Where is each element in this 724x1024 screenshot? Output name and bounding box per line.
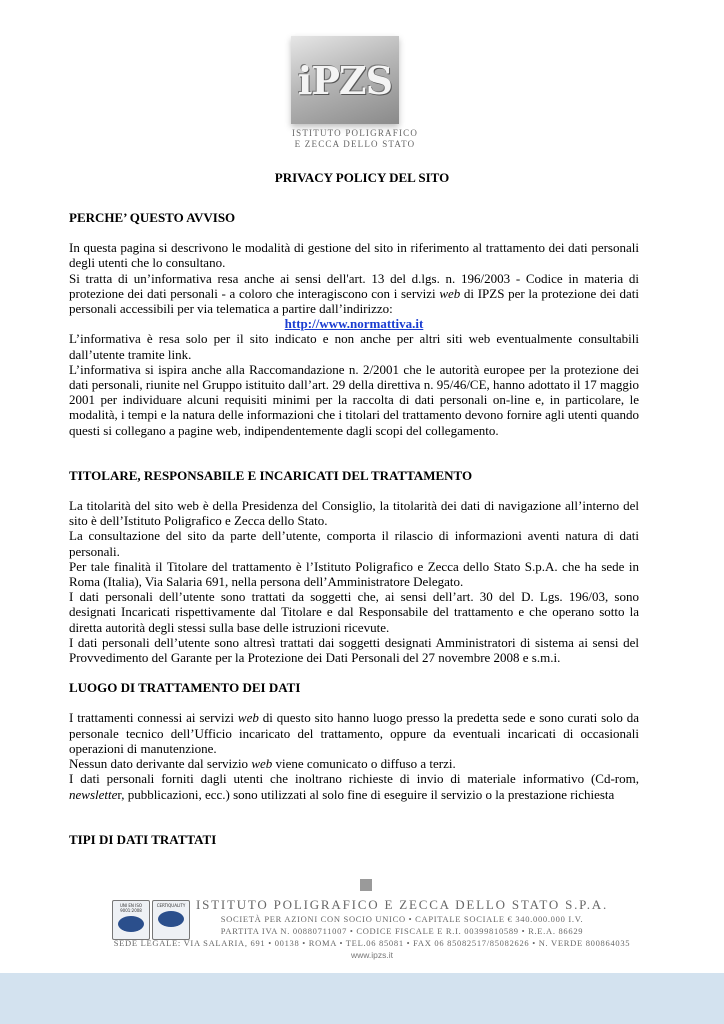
document-body <box>69 210 639 847</box>
paragraph: I dati personali dell’utente sono altresì trattati dai soggetti designati Amministratori di sistema ai sensi del Provvedimento del Garante per la Protezione dei Dati Personali del 27 novembre 2008 e s.m.i. <box>69 634 639 666</box>
iso-certification-badge: UNI EN ISO 9001:2008 <box>112 900 150 940</box>
logo-text: iPZS <box>297 58 393 103</box>
page-marker-icon <box>360 879 372 891</box>
logo-emblem <box>291 36 399 124</box>
paragraph: L’informativa si ispira anche alla Raccomandazione n. 2/2001 che le autorità europee per la protezione dei dati personali, riunite nel Gruppo istituito dall’art. 29 della direttiva n. 95/46/CE, hanno adottato il 17 maggio 2001 per individuare alcuni requisiti minimi per la raccolta di dati personali on-line e, in particolare, le modalità, i tempi e la natura delle informazioni che i titolari del trattamento devono fornire agli utenti quando questi si collegano a pagine web, indipendentemente dagli scopi del collegamento. <box>69 361 639 438</box>
company-website[interactable]: www.ipzs.it <box>350 950 394 960</box>
certiquality-badge: CERTIQUALITY <box>152 900 190 940</box>
bottom-band <box>0 973 724 1024</box>
company-details <box>112 897 632 961</box>
logo-caption-line2: E ZECCA DELLO STATO <box>294 139 416 149</box>
company-capital: SOCIETÀ PER AZIONI CON SOCIO UNICO • CAPITALE SOCIALE € 340.000.000 I.V. <box>220 914 584 924</box>
paragraph: I dati personali forniti dagli utenti che inoltrano richieste di invio di materiale informativo (Cd-rom, newsletter, pubblicazioni, ecc.) sono utilizzati al solo fine di eseguire il servizio o la prestazione richiesta <box>69 771 639 802</box>
section-heading-titolare: TITOLARE, RESPONSABILE E INCARICATI DEL TRATTAMENTO <box>69 467 473 483</box>
page-title: PRIVACY POLICY DEL SITO <box>274 170 450 185</box>
company-address: SEDE LEGALE: VIA SALARIA, 691 • 00138 • ROMA • TEL.06 85081 • FAX 06 85082517/85082626 • N. VERDE 800864035 <box>113 938 631 948</box>
logo-caption-line1: ISTITUTO POLIGRAFICO <box>291 128 419 138</box>
normattiva-link[interactable]: http://www.normattiva.it <box>284 316 424 332</box>
paragraph: I trattamenti connessi ai servizi web di questo sito hanno luogo presso la predetta sede e sono curati solo da personale tecnico dell’Ufficio incaricato del trattamento, oppure da eventuali incaricati di occasionali operazioni di manutenzione. <box>69 710 639 756</box>
section-heading-tipi: TIPI DI DATI TRATTATI <box>69 831 217 847</box>
company-name: ISTITUTO POLIGRAFICO E ZECCA DELLO STATO S.P.A. <box>195 897 609 912</box>
paragraph: In questa pagina si descrivono le modalità di gestione del sito in riferimento al trattamento dei dati personali degli utenti che lo consultano. <box>69 240 639 271</box>
ipzs-logo <box>285 36 425 156</box>
paragraph: La titolarità del sito web è della Presidenza del Consiglio, la titolarità dei dati di navigazione all’interno del sito è dell’Istituto Poligrafico e Zecca dello Stato. <box>69 498 639 529</box>
company-tax-ids: PARTITA IVA N. 00880711007 • CODICE FISCALE E R.I. 00399810589 • R.E.A. 86629 <box>220 926 584 936</box>
paragraph: La consultazione del sito da parte dell’utente, comporta il rilascio di informazioni aventi natura di dati personali. <box>69 528 639 559</box>
paragraph: Per tale finalità il Titolare del trattamento è l’Istituto Poligrafico e Zecca dello Stato S.p.A. che ha sede in Roma (Italia), Via Salaria 691, nella persona dell’Amministratore Delegato. <box>69 558 639 590</box>
section-heading-perche: PERCHE’ QUESTO AVVISO <box>69 210 236 225</box>
paragraph: L’informativa è resa solo per il sito indicato e non anche per altri siti web eventualmente consultabili dall’utente tramite link. <box>69 331 639 362</box>
logo-caption <box>285 128 425 150</box>
paragraph: I dati personali dell’utente sono trattati da soggetti che, ai sensi dell’art. 30 del D. Lgs. 196/03, sono designati Incaricati rispettivamente dal Titolare e dal Responsabile del trattamento e che operano sotto la diretta autorità degli stessi sulla base delle istruzioni ricevute. <box>69 589 639 635</box>
paragraph: Nessun dato derivante dal servizio web viene comunicato o diffuso a terzi. <box>69 756 456 772</box>
company-footer <box>112 897 632 967</box>
paragraph: Si tratta di un’informativa resa anche ai sensi dell'art. 13 del d.lgs. n. 196/2003 - Codice in materia di protezione dei dati personali - a coloro che interagiscono con i servizi web di IPZS per la protezione dei dati personali accessibili per via telematica a partire dall’indirizzo: <box>69 270 639 317</box>
section-heading-luogo: LUOGO DI TRATTAMENTO DEI DATI <box>69 680 301 696</box>
